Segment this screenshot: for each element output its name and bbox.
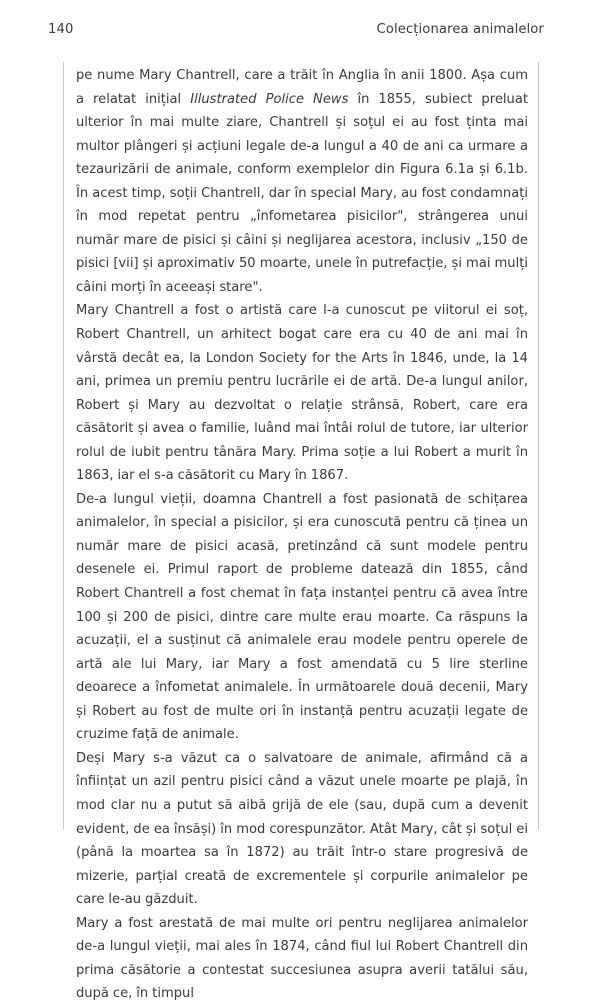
paragraph: Mary Chantrell a fost o artistă care l-a cunoscut pe viitorul ei soț, Robert Chantrell, un arhitect bogat care era cu 40 de ani mai în vârstă decât ea, la London Society for the Arts în 1846, unde, la 14 ani, primea un premiu pentru lucrările ei de artă. De-a lungul anilor, Robert și Mary au dezvoltat o relație strânsă, Robert, care era căsătorit și avea o familie, luând mai întâi rolul de tutore, iar ulterior rolul de iubit pentru tânăra Mary. Prima soție a lui Robert a murit în 1863, iar el s-a căsătorit cu Mary în 1867.	[76, 303, 528, 484]
page-number: 140	[48, 22, 74, 37]
paragraph: Deși Mary s-a văzut ca o salvatoare de animale, afirmând că a înființat un azil pentru pisici când a văzut unele moarte pe plajă, în mod clar nu a putut să aibă grijă de ele (sau, după cum a devenit evident, de ea însăși) în mod corespunzător. Atât Mary, cât și soțul ei (până la moartea sa în 1872) au trăit într-o stare progresivă de mizerie, parțial creată de excrementele și corpurile animalelor pe care le-au găzduit.	[76, 750, 528, 908]
chapter-title: Colecționarea animalelor	[376, 22, 544, 37]
margin-rule-left	[63, 62, 64, 830]
margin-rule-right	[538, 62, 539, 830]
text-block	[76, 64, 528, 1006]
running-head	[48, 22, 552, 44]
paragraph: pe nume Mary Chantrell, care a trăit în Anglia în anii 1800. Așa cum a relatat inițial Illustrated Police News în 1855, subiect preluat ulterior în mai multe ziare, Chantrell și soțul ei au fost ținta mai multor plângeri și acțiuni legale de-a lungul a 40 de ani ca urmare a tezaurizării de animale, conform exemplelor din Figura 6.1a și 6.1b. În acest timp, soții Chantrell, dar în special Mary, au fost condamnați în mod repetat pentru „înfometarea pisicilor", strângerea unui număr mare de pisici și câini și neglijarea acestora, inclusiv „150 de pisici [vii] și aproximativ 50 moarte, unele în putrefacție, și mai mulți câini morți în aceeași stare".	[76, 68, 528, 295]
paragraph: Mary a fost arestată de mai multe ori pentru neglijarea animalelor de-a lungul vieții, mai ales în 1874, când fiul lui Robert Chantrell din prima căsătorie a contestat succesiunea asupra averii tatălui său, după ce, în timpul	[76, 915, 528, 1002]
publication-title: Illustrated Police News	[190, 91, 349, 107]
paragraph: De-a lungul vieții, doamna Chantrell a fost pasionată de schițarea animalelor, în special a pisicilor, și era cunoscută pentru că ținea un număr mare de pisici acasă, pretinzând că sunt modele pentru desenele ei. Primul raport de probleme datează din 1855, când Robert Chantrell a fost chemat în fața instanței pentru că avea între 100 și 200 de pisici, dintre care multe erau moarte. Ca răspuns la acuzații, el a susținut că animalele erau modele pentru operele de artă ale lui Mary, iar Mary a fost amendată cu 5 lire sterline deoarece a înfometat animalele. În următoarele două decenii, Mary și Robert au fost de multe ori în instanță pentru acuzații legate de cruzime față de animale.	[76, 491, 528, 743]
